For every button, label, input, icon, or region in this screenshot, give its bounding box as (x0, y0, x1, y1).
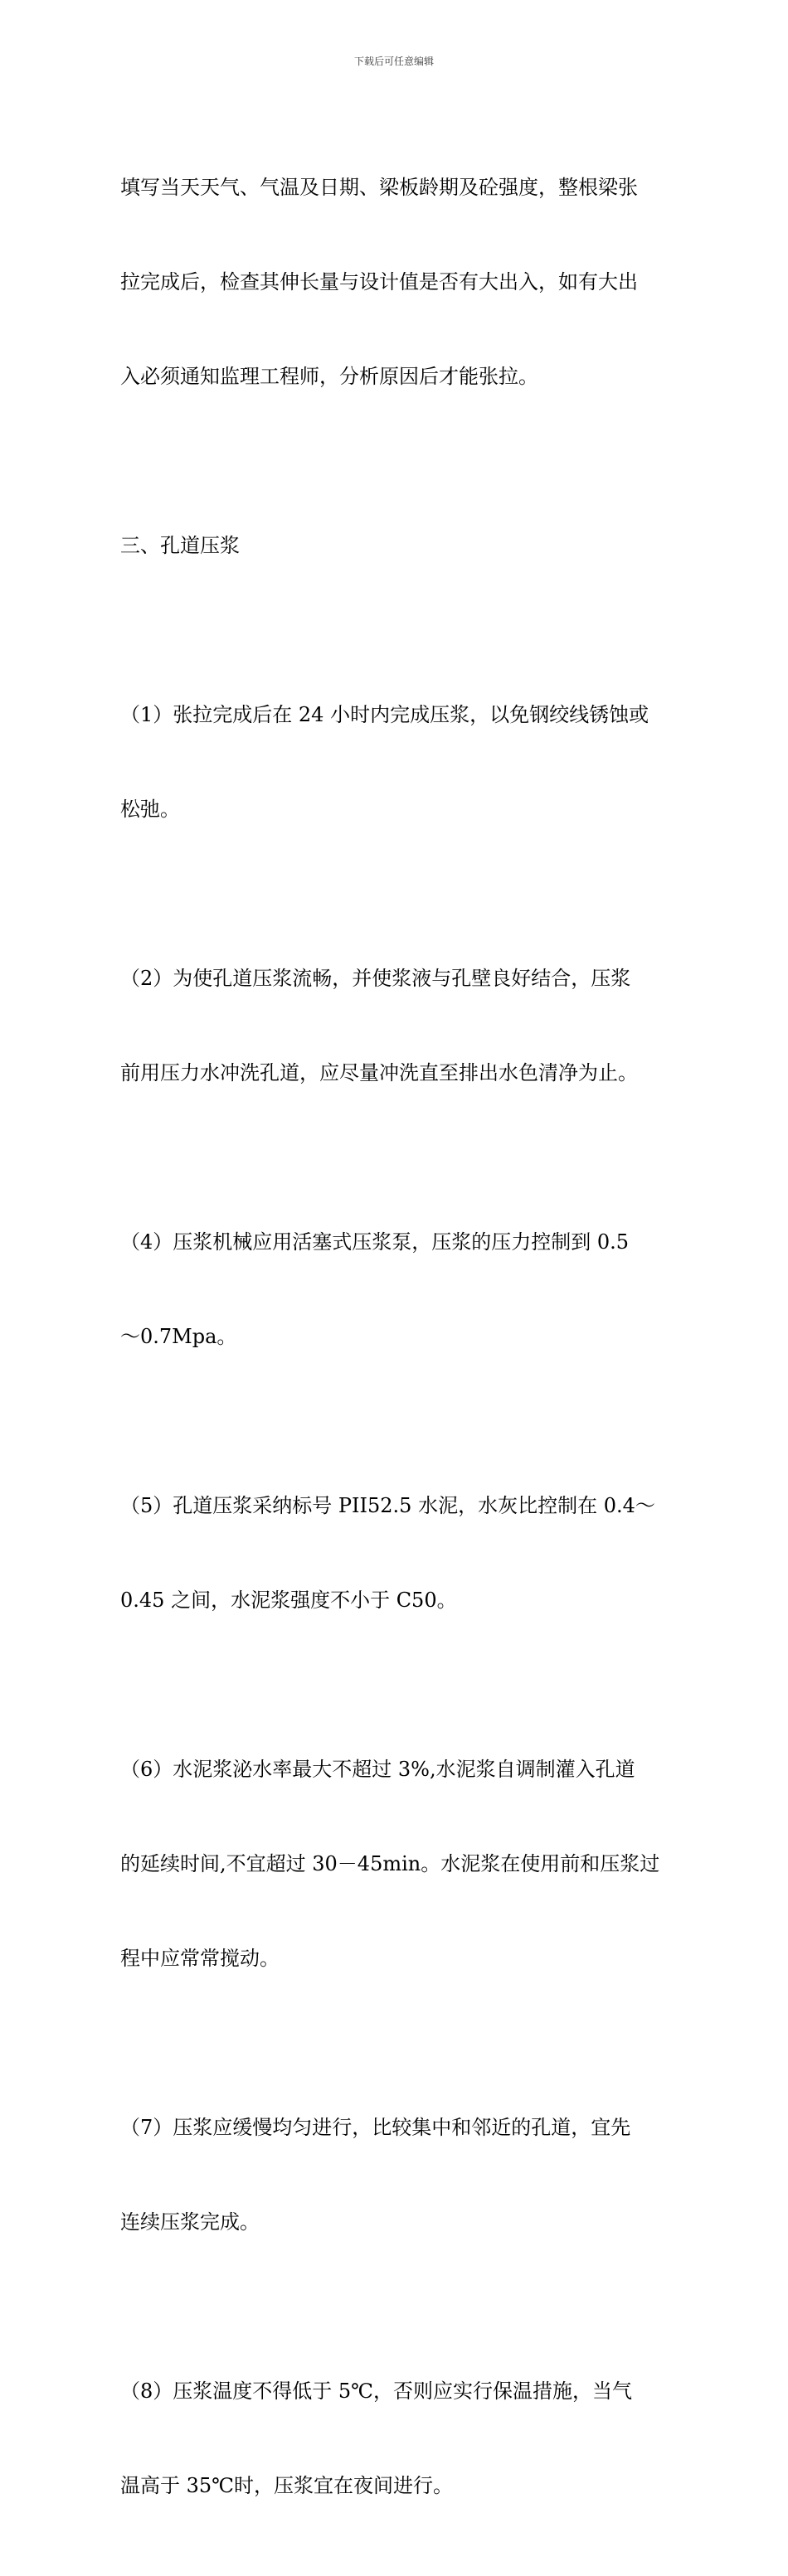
section-heading: 三、孔道压浆 (120, 534, 240, 557)
paragraph-item-2 (120, 900, 668, 1152)
paragraph-tensioning-record (120, 109, 668, 455)
text-line: 连续压浆完成。 (120, 2210, 260, 2234)
section-heading-grouting (120, 467, 668, 624)
text-line: （5）孔道压浆采纳标号 PII52.5 水泥，水灰比控制在 0.4～ (120, 1494, 655, 1517)
text-line: 的延续时间,不宜超过 30－45min。水泥浆在使用前和压浆过 (120, 1852, 660, 1875)
text-line: 松弛。 (120, 798, 180, 821)
text-line: 前用压力水冲洗孔道，应尽量冲洗直至排出水色清净为止。 (120, 1061, 638, 1084)
paragraph-item-4 (120, 1163, 668, 1415)
text-line: 填写当天天气、气温及日期、梁板龄期及砼强度，整根梁张 (120, 176, 638, 199)
paragraph-item-7 (120, 2049, 668, 2301)
text-line: 0.45 之间，水泥浆强度不小于 C50。 (120, 1589, 457, 1612)
document-body (120, 109, 668, 2576)
text-line: （4）压浆机械应用活塞式压浆泵，压浆的压力控制到 0.5 (120, 1230, 630, 1254)
text-line: 程中应常常搅动。 (120, 1947, 280, 1970)
page-header: 下载后可任意编辑 (353, 56, 434, 67)
paragraph-item-8 (120, 2312, 668, 2564)
paragraph-item-5 (120, 1427, 668, 1679)
paragraph-item-1 (120, 636, 668, 888)
text-line: 入必须通知监理工程师，分析原因后才能张拉。 (120, 365, 538, 388)
text-line: 温高于 35℃时，压浆宜在夜间进行。 (120, 2474, 454, 2497)
text-line: （7）压浆应缓慢均匀进行，比较集中和邻近的孔道，宜先 (120, 2116, 631, 2139)
text-line: （8）压浆温度不得低于 5℃，否则应实行保温措施，当气 (120, 2380, 633, 2403)
text-line: （2）为使孔道压浆流畅，并使浆液与孔壁良好结合，压浆 (120, 967, 631, 990)
text-line: （1）张拉完成后在 24 小时内完成压浆，以免钢绞线锈蚀或 (120, 703, 649, 726)
paragraph-item-6 (120, 1691, 668, 2037)
text-line: （6）水泥浆泌水率最大不超过 3%,水泥浆自调制灌入孔道 (120, 1758, 635, 1781)
text-line: ～0.7Mpa。 (120, 1325, 237, 1348)
text-line: 拉完成后，检查其伸长量与设计值是否有大出入，如有大出 (120, 270, 638, 293)
